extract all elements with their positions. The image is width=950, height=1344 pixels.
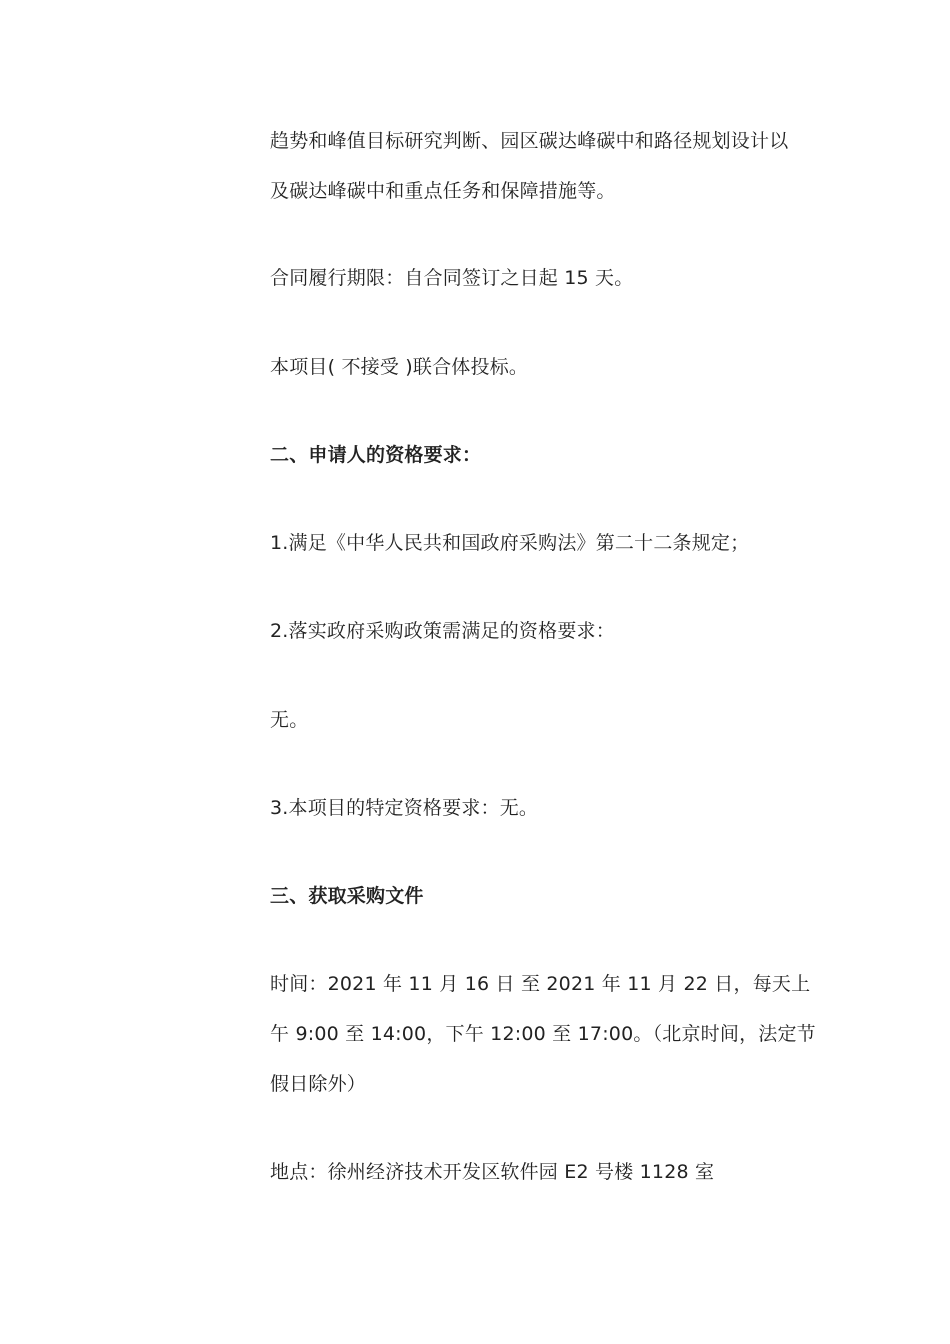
qualification-item-1: 1.满足《中华人民共和国政府采购法》第二十二条规定； <box>270 532 750 554</box>
qualification-item-2: 2.落实政府采购政策需满足的资格要求： <box>270 620 615 642</box>
obtain-time-line: 时间：2021 年 11 月 16 日 至 2021 年 11 月 22 日，每天上 <box>270 973 811 995</box>
obtain-time-line: 午 9:00 至 14:00，下午 12:00 至 17:00。（北京时间，法定节 <box>270 1023 816 1045</box>
section-heading-qualifications: 二、申请人的资格要求： <box>270 444 482 466</box>
body-text-line: 趋势和峰值目标研究判断、园区碳达峰碳中和路径规划设计以 <box>270 130 789 152</box>
consortium-bid-text: 本项目( 不接受 )联合体投标。 <box>270 356 529 378</box>
obtain-time-line: 假日除外） <box>270 1073 367 1095</box>
section-heading-obtain-documents: 三、获取采购文件 <box>270 885 424 907</box>
qualification-item-3: 3.本项目的特定资格要求：无。 <box>270 797 539 819</box>
qualification-item-2-value: 无。 <box>270 709 309 731</box>
body-text-line: 及碳达峰碳中和重点任务和保障措施等。 <box>270 180 616 202</box>
contract-period-text: 合同履行期限：自合同签订之日起 15 天。 <box>270 267 634 289</box>
obtain-location-text: 地点：徐州经济技术开发区软件园 E2 号楼 1128 室 <box>270 1161 715 1183</box>
